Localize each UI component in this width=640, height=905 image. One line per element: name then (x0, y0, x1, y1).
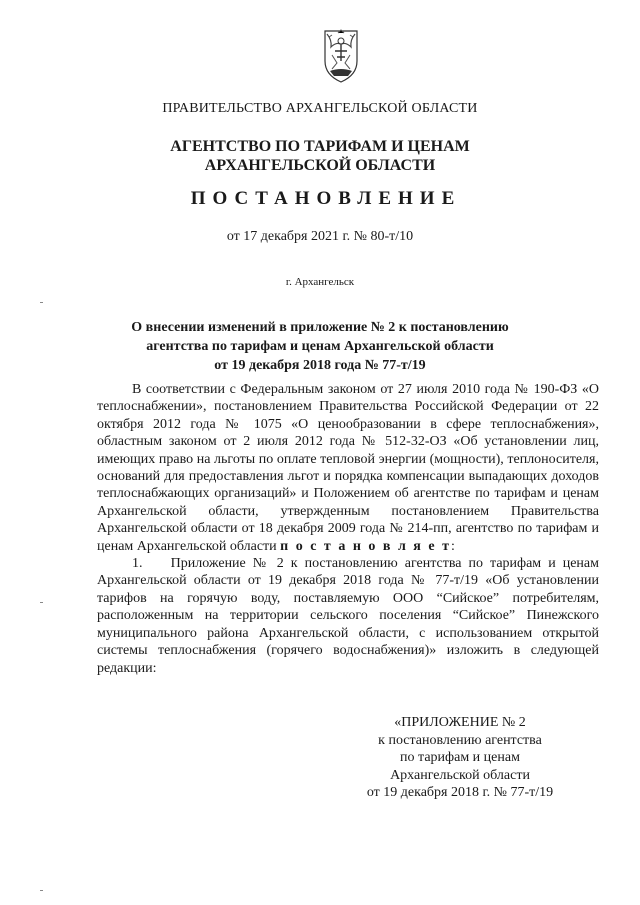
appendix-line2: к постановлению агентства (378, 732, 542, 748)
appendix-line4: Архангельской области (390, 767, 530, 783)
item-1-paragraph (97, 555, 599, 677)
document-body (97, 381, 599, 677)
scan-mark (40, 302, 43, 303)
item-1-text: Приложение № 2 к постановлению агентства по тарифам и ценам Архангельской области от 19 декабря 2018 года № 77-т/19 «Об установлении тарифов на горячую воду, поставляемую ООО “Сийское” потребителям, расположенным на территории сельского поселения “Сийское” Пинежского муниципального района Архангельской области, с использованием открытой системы теплоснабжения (горячего водоснабжения)» изложить в следующей редакции: (97, 556, 599, 676)
resolves-word: п о с т а н о в л я е т (280, 538, 451, 554)
agency-name (0, 137, 640, 175)
scan-mark (40, 890, 43, 891)
appendix-line1: «ПРИЛОЖЕНИЕ № 2 (394, 715, 526, 730)
agency-name-line2: АРХАНГЕЛЬСКОЙ ОБЛАСТИ (204, 157, 436, 174)
coat-of-arms-icon (318, 27, 364, 85)
scan-mark (40, 602, 43, 603)
appendix-line5: от 19 декабря 2018 г. № 77-т/19 (366, 785, 554, 801)
subject-line3: от 19 декабря 2018 года № 77-т/19 (214, 358, 426, 373)
preamble-text: В соответствии с Федеральным законом от 27 июля 2010 года № 190-ФЗ «О теплоснабжении», постановлением Правительства Российской Федерации от 22 октября 2012 года № 1075 «О ценообразовании в сфере теплоснабжения», областным законом от 2 июля 2012 года № 512-32-ОЗ «Об установлении лиц, имеющих право на льготы по оплате тепловой энергии (мощности), теплоносителя, оснований для предоставления льгот и порядка компенсации выпадающих доходов теплоснабжающих организаций» и Положением об агентстве по тарифам и ценам Архангельской области, утвержденным постановлением Правительства Архангельской области от 18 декабря 2009 года № 214-пп, агентство по тарифам и ценам Архангельской области (97, 382, 599, 554)
government-name: ПРАВИТЕЛЬСТВО АРХАНГЕЛЬСКОЙ ОБЛАСТИ (162, 101, 478, 116)
document-city: г. Архангельск (285, 276, 355, 288)
subject-line2: агентства по тарифам и ценам Архангельской области (146, 339, 494, 354)
document-subject (0, 318, 640, 375)
agency-name-line1: АГЕНТСТВО ПО ТАРИФАМ И ЦЕНАМ (170, 138, 470, 155)
document-date-number: от 17 декабря 2021 г. № 80-т/10 (226, 229, 414, 244)
appendix-header (345, 714, 575, 802)
appendix-line3: по тарифам и ценам (400, 750, 520, 766)
subject-line1: О внесении изменений в приложение № 2 к постановлению (131, 320, 509, 335)
resolves-punct: : (450, 538, 455, 554)
item-1-number: 1. (132, 556, 143, 572)
preamble-paragraph (97, 381, 599, 555)
document-type: ПОСТАНОВЛЕНИЕ (190, 188, 462, 209)
